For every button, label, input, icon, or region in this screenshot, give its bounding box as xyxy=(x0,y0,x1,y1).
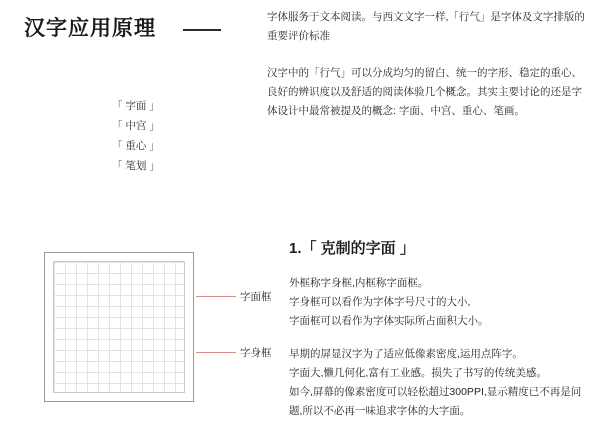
page-title: 汉字应用原理 xyxy=(24,16,156,40)
intro-body-paragraph: 汉字中的「行气」可以分成均匀的留白、统一的字形、稳定的重心、良好的辨识度以及舒适的阅读体验几个概念。其实主要讨论的还是字体设计中最常被提及的概念: 字面、中宫、重心、笔画。 xyxy=(267,67,582,117)
title-rule-divider xyxy=(183,29,221,31)
character-grid-diagram xyxy=(44,252,194,402)
section-paragraph: 早期的屏显汉字为了适应低像素密度,运用点阵字。 字面大,懒几何化,富有工业感。损失了书写的传统美感。 如今,屏幕的像素密度可以轻松超过300PPI,显示精度已不再是问题,所以不必再一味追求字体的大字面。 xyxy=(289,348,582,417)
term-list-item: 「 重心 」 xyxy=(112,140,160,152)
term-list-item: 「 笔划 」 xyxy=(112,160,160,172)
section-heading: 1.「 克制的字面 」 xyxy=(289,240,415,257)
callout-label-face-frame: 字面框 xyxy=(240,291,272,303)
character-face-frame-grid xyxy=(53,261,185,393)
section-block xyxy=(289,238,589,421)
intro-lead-paragraph: 字体服务于文本阅读。与西文文字一样,「行气」是字体及文字排版的重要评价标准 xyxy=(267,11,585,42)
callout-leader-line-body xyxy=(196,352,236,353)
callout-label-body-frame: 字身框 xyxy=(240,347,272,359)
section-paragraph: 外框称字身框,内框称字面框。 字身框可以看作为字体字号尺寸的大小, 字面框可以看作为字体实际所占面积大小。 xyxy=(289,277,489,327)
term-list xyxy=(112,96,232,176)
callout-leader-line-face xyxy=(196,296,236,297)
intro-block xyxy=(267,8,589,121)
term-list-item: 「 字面 」 xyxy=(112,100,160,112)
term-list-item: 「 中宫 」 xyxy=(112,120,160,132)
